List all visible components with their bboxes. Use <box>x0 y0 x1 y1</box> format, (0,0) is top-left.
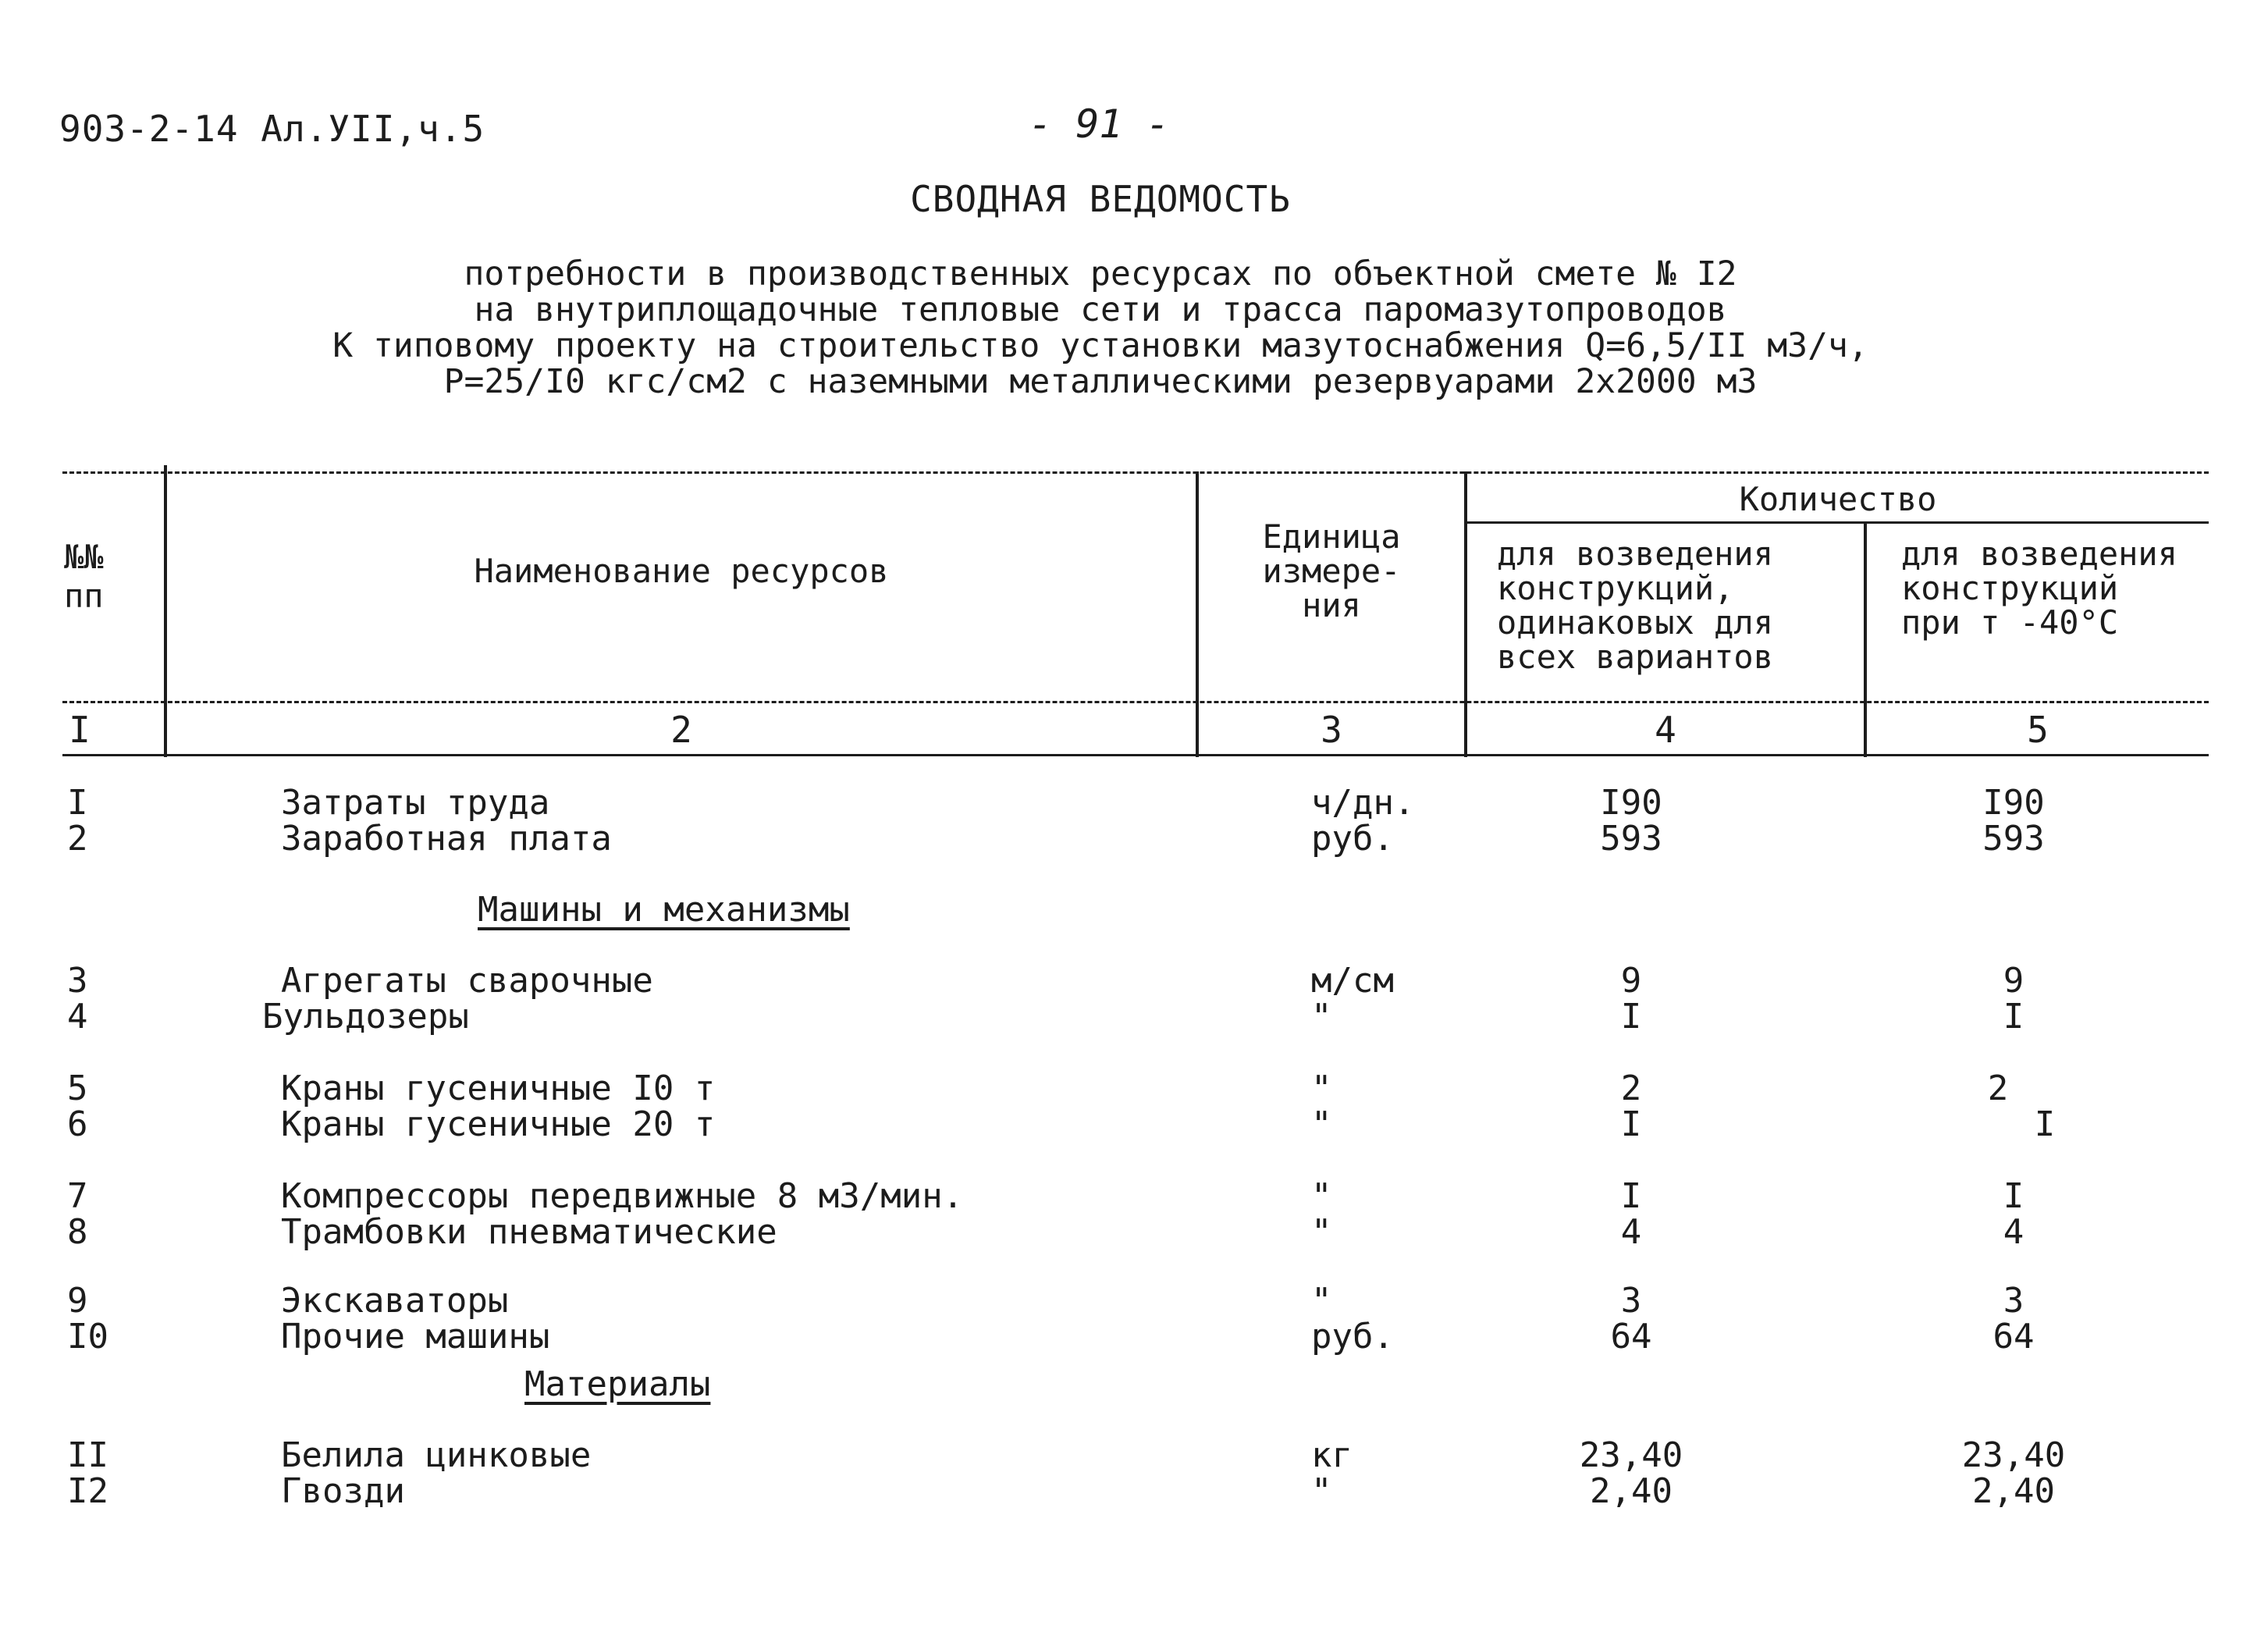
qty-common: I <box>1620 1176 1642 1216</box>
unit: м/см <box>1311 961 1394 1001</box>
qty-minus40: 4 <box>2003 1212 2024 1252</box>
header-qty-a-line-2: конструкций, <box>1497 569 1734 607</box>
subtitle-line-2: на внутриплощадочные тепловые сети и трасса паромазутопроводов <box>474 290 1727 329</box>
qty-minus40: I <box>2034 1104 2056 1144</box>
qty-minus40: 64 <box>1992 1317 2035 1357</box>
header-qty: Количество <box>1739 480 1937 518</box>
subtitle-line-1: потребности в производственных ресурсах по объектной смете № I2 <box>464 254 1737 293</box>
unit: кг <box>1311 1435 1353 1475</box>
header-qty-a <box>1497 537 1773 674</box>
subtitle-line-3: К типовому проекту на строительство установки мазутоснабжения Q=6,5/II м3/ч, <box>332 326 1868 365</box>
resource-name: Гвозди <box>281 1471 405 1511</box>
header-qty-a-line-4: всех вариантов <box>1497 638 1774 676</box>
row-number: I2 <box>67 1471 108 1511</box>
unit: " <box>1311 1471 1332 1511</box>
row-number: 2 <box>67 819 88 859</box>
resource-name: Белила цинковые <box>281 1435 592 1475</box>
qty-common: I <box>1620 997 1642 1037</box>
resource-name: Краны гусеничные 20 т <box>281 1104 716 1144</box>
row-number: I0 <box>67 1317 108 1357</box>
header-qty-b <box>1901 537 2177 640</box>
qty-minus40: 9 <box>2003 961 2024 1001</box>
qty-header-rule <box>1467 521 2209 524</box>
row-number: 5 <box>67 1069 88 1108</box>
header-qty-b-line-3: при т -40°С <box>1901 603 2119 642</box>
resource-name: Заработная плата <box>281 819 612 859</box>
header-no-line-1: №№ <box>64 538 104 576</box>
qty-common: 23,40 <box>1579 1435 1683 1475</box>
colnum-2: 2 <box>670 709 692 751</box>
page-number: - 91 - <box>1029 101 1170 147</box>
row-number: 8 <box>67 1212 88 1252</box>
unit: " <box>1311 1104 1332 1144</box>
document-code: 903-2-14 Ал.УII,ч.5 <box>59 108 485 150</box>
header-qty-b-line-2: конструкций <box>1901 569 2119 607</box>
resource-name: Прочие машины <box>281 1317 550 1357</box>
qty-common: 64 <box>1610 1317 1652 1357</box>
row-number: I <box>67 783 88 823</box>
resource-name: Агрегаты сварочные <box>281 961 653 1001</box>
colnum-3: 3 <box>1321 709 1342 751</box>
colnum-1: I <box>69 709 91 751</box>
qty-minus40: 23,40 <box>1961 1435 2066 1475</box>
colnum-4: 4 <box>1655 709 1676 751</box>
row-number: 4 <box>67 997 88 1037</box>
qty-common: 9 <box>1620 961 1642 1001</box>
qty-common: I <box>1620 1104 1642 1144</box>
qty-minus40: I <box>2003 997 2024 1037</box>
row-number: 7 <box>67 1176 88 1216</box>
qty-minus40: 2 <box>1987 1069 2009 1108</box>
unit: " <box>1311 1281 1332 1321</box>
unit: " <box>1311 1176 1332 1216</box>
qty-minus40: 593 <box>1982 819 2045 859</box>
header-no <box>64 540 104 613</box>
unit: руб. <box>1311 1317 1394 1357</box>
subtitle-line-4: P=25/I0 кгс/см2 с наземными металлическими резервуарами 2х2000 м3 <box>443 362 1758 401</box>
header-unit-line-2: измере- <box>1262 552 1401 590</box>
header-qty-b-line-1: для возведения <box>1901 535 2178 573</box>
unit: ч/дн. <box>1311 783 1415 823</box>
row-number: 6 <box>67 1104 88 1144</box>
qty-minus40: I <box>2003 1176 2024 1216</box>
unit: " <box>1311 997 1332 1037</box>
header-name: Наименование ресурсов <box>474 552 889 590</box>
section-machines: Машины и механизмы <box>478 890 850 930</box>
header-unit <box>1199 517 1464 624</box>
qty-common: 2,40 <box>1590 1471 1673 1511</box>
header-bottom-rule <box>62 701 2209 703</box>
unit: руб. <box>1311 819 1394 859</box>
qty-minus40: 3 <box>2003 1281 2024 1321</box>
qty-common: 593 <box>1600 819 1662 859</box>
resource-name: Затраты труда <box>281 783 550 823</box>
header-qty-a-line-1: для возведения <box>1497 535 1774 573</box>
row-number: 9 <box>67 1281 88 1321</box>
section-materials: Материалы <box>524 1364 711 1404</box>
qty-common: 4 <box>1620 1212 1642 1252</box>
qty-common: 3 <box>1620 1281 1642 1321</box>
document-title: СВОДНАЯ ВЕДОМОСТЬ <box>910 178 1291 220</box>
resource-name: Экскаваторы <box>281 1281 509 1321</box>
resource-name: Бульдозеры <box>262 997 469 1037</box>
resource-name: Трамбовки пневматические <box>281 1212 777 1252</box>
unit: " <box>1311 1069 1332 1108</box>
header-no-line-2: пп <box>64 577 104 615</box>
row-number: 3 <box>67 961 88 1001</box>
table-top-rule <box>62 471 2209 474</box>
qty-common: 2 <box>1620 1069 1642 1108</box>
unit: " <box>1311 1212 1332 1252</box>
qty-minus40: I90 <box>1982 783 2045 823</box>
header-unit-line-1: Единица <box>1262 517 1401 556</box>
row-number: II <box>67 1435 108 1475</box>
colnum-5: 5 <box>2027 709 2049 751</box>
header-qty-a-line-3: одинаковых для <box>1497 603 1774 642</box>
qty-minus40: 2,40 <box>1972 1471 2055 1511</box>
resource-name: Компрессоры передвижные 8 м3/мин. <box>281 1176 964 1216</box>
resource-name: Краны гусеничные I0 т <box>281 1069 716 1108</box>
header-unit-line-3: ния <box>1302 586 1361 624</box>
qty-common: I90 <box>1600 783 1662 823</box>
colnum-bottom-rule <box>62 754 2209 756</box>
